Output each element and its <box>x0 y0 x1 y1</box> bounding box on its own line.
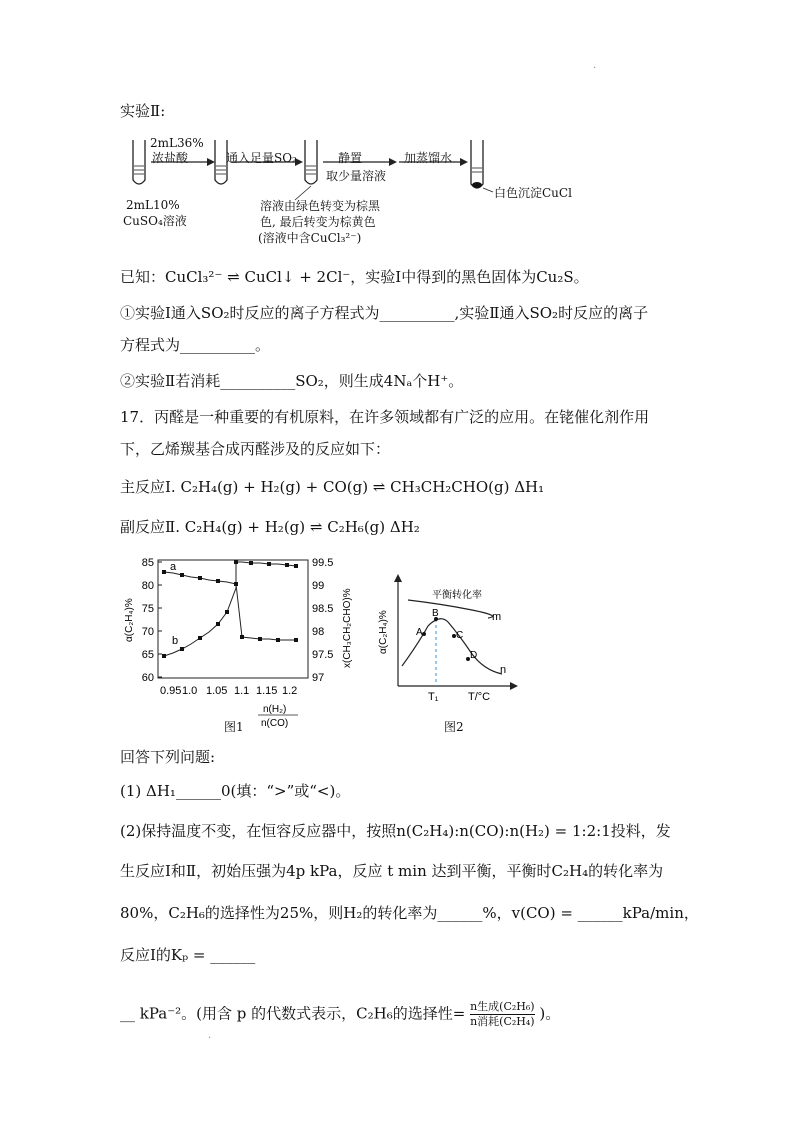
fig1-ylabel-right: x(CH₃CH₂CHO)% <box>342 588 353 668</box>
fraction-numerator: n生成(C₂H₆) <box>470 1000 535 1013</box>
question-1-line2: 方程式为__________。 <box>120 336 271 354</box>
answer-intro: 回答下列问题: <box>120 748 216 766</box>
fig2-xtick: T₁ <box>428 691 439 703</box>
fig2-label-B: B <box>432 608 439 619</box>
step1-bottom-label: 浓盐酸 <box>152 151 189 165</box>
fig1-xtick-5: 1.2 <box>282 685 298 697</box>
fig2-ylabel: α(C₂H₄)% <box>378 610 389 654</box>
fig1-markers <box>162 560 298 658</box>
fig1-ytick-right-0: 99.5 <box>312 557 334 569</box>
fig2-label-C: C <box>456 630 464 641</box>
fig1-ytick-right-1: 99 <box>312 580 325 592</box>
fig2-label-A: A <box>416 627 423 638</box>
figure-2-chart <box>372 574 532 710</box>
fig1-ytick-left-4: 65 <box>141 649 154 661</box>
question-2-line3: 80%，C₂H₆的选择性为25%，则H₂的转化率为______%，v(CO) = ______kPa/min， <box>120 904 699 922</box>
tube4-label: 白色沉淀CuCl <box>494 186 572 200</box>
question-2-line1: (2)保持温度不变，在恒容反应器中，按照n(C₂H₄):n(CO):n(H₂) = 1:2:1投料，发 <box>120 822 671 840</box>
fig2-label-D: D <box>470 650 478 661</box>
fraction-denominator: n消耗(C₂H₄) <box>470 1015 535 1028</box>
fig1-ytick-left-0: 85 <box>141 557 154 569</box>
fig1-ytick-right-4: 97.5 <box>312 649 334 661</box>
question-2-line5-a: __ kPa⁻²。(用含 p 的代数式表示，C₂H₆的选择性= <box>120 1004 466 1023</box>
question-2-line5 <box>120 1000 560 1029</box>
tube1-label-2: CuSO₄溶液 <box>123 214 187 228</box>
fig1-ytick-left-1: 80 <box>141 580 154 592</box>
fig2-label-n: n <box>500 664 507 676</box>
fig1-ytick-left-3: 70 <box>141 626 154 638</box>
step2-label: 通入足量SO₂ <box>226 151 297 165</box>
fig1-ytick-left-2: 75 <box>141 603 154 615</box>
fig1-right-axis <box>312 557 333 684</box>
question-2-line2: 生反应Ⅰ和Ⅱ，初始压强为4p kPa，反应 t min 达到平衡，平衡时C₂H₄的转化率为 <box>120 862 664 880</box>
test-tube-1 <box>133 140 145 184</box>
tube1-label-1: 2mL10% <box>126 198 180 212</box>
fig1-xtick-1: 1.0 <box>182 685 198 697</box>
fig1-ytick-left-5: 60 <box>141 672 154 684</box>
fig2-label-m: m <box>492 611 502 623</box>
tube3-note-3: (溶液中含CuCl₃²⁻) <box>258 231 362 245</box>
fig2-curve-m <box>408 600 492 618</box>
fig1-xtick-3: 1.1 <box>234 685 250 697</box>
side-reaction: 副反应Ⅱ. C₂H₄(g) + H₂(g) ⇌ C₂H₆(g) ΔH₂ <box>120 518 420 536</box>
fig1-xlabel-num: n(H₂) <box>263 704 287 715</box>
tube3-note-1: 溶液由绿色转变为棕黑 <box>260 199 381 213</box>
fig1-xtick-0: 0.95 <box>160 685 182 697</box>
step3-bottom-label: 取少量溶液 <box>326 169 387 183</box>
fig1-series-a <box>164 572 296 640</box>
figure-1-chart <box>118 552 358 732</box>
fig1-caption: 图1 <box>224 720 244 734</box>
footer-mark: . <box>208 1030 212 1041</box>
tube3-note-2: 色, 最后转变为棕黄色 <box>260 215 376 229</box>
problem17-line2: 下，乙烯羰基合成丙醛涉及的反应如下： <box>120 440 391 458</box>
fig2-xunit: T/°C <box>468 691 491 703</box>
fig2-caption: 图2 <box>444 720 464 734</box>
problem17-line1: 17．丙醛是一种重要的有机原料，在许多领域都有广泛的应用。在铑催化剂作用 <box>120 408 650 426</box>
main-reaction: 主反应Ⅰ. C₂H₄(g) + H₂(g) + CO(g) ⇌ CH₃CH₂CHO(g) ΔH₁ <box>120 478 545 496</box>
question-1-dh: (1) ΔH₁______0(填：“>”或“<)。 <box>120 782 351 800</box>
question-2: ②实验Ⅱ若消耗__________SO₂，则生成4Nₐ个H⁺。 <box>120 372 464 390</box>
fig1-left-axis <box>142 557 162 684</box>
fig2-curve-m-title: 平衡转化率 <box>432 590 482 601</box>
fig1-ylabel-left: α(C₂H₄)% <box>124 598 135 642</box>
fig1-ytick-right-3: 98 <box>312 626 325 638</box>
fig1-ytick-right-2: 98.5 <box>312 603 334 615</box>
fig1-label-a: a <box>170 561 177 573</box>
fig1-xtick-2: 1.05 <box>206 685 228 697</box>
test-tube-3 <box>295 140 317 200</box>
question-2-line4: 反应Ⅰ的Kₚ = ______ <box>120 946 256 964</box>
fig1-xlabel-den: n(CO) <box>261 718 289 729</box>
fig1-label-b: b <box>172 635 179 647</box>
question-1-line1: ①实验Ⅰ通入SO₂时反应的离子方程式为__________,实验Ⅱ通入SO₂时反应的离子 <box>120 304 649 322</box>
selectivity-fraction <box>470 1000 535 1029</box>
step1-top-label: 2mL36% <box>150 136 204 150</box>
fig1-ytick-right-5: 97 <box>312 672 325 684</box>
known-equation: 已知：CuCl₃²⁻ ⇌ CuCl↓ + 2Cl⁻，实验Ⅰ中得到的黑色固体为Cu₂S。 <box>120 268 589 286</box>
step3-top-label: 静置 <box>338 151 363 165</box>
step4-label: 加蒸馏水 <box>404 151 453 165</box>
question-2-line5-b: )。 <box>539 1004 561 1023</box>
exp2-title: 实验Ⅱ: <box>120 102 166 120</box>
page-mark: . <box>593 60 597 71</box>
fig1-xtick-4: 1.15 <box>256 685 278 697</box>
test-tube-4 <box>471 140 493 192</box>
